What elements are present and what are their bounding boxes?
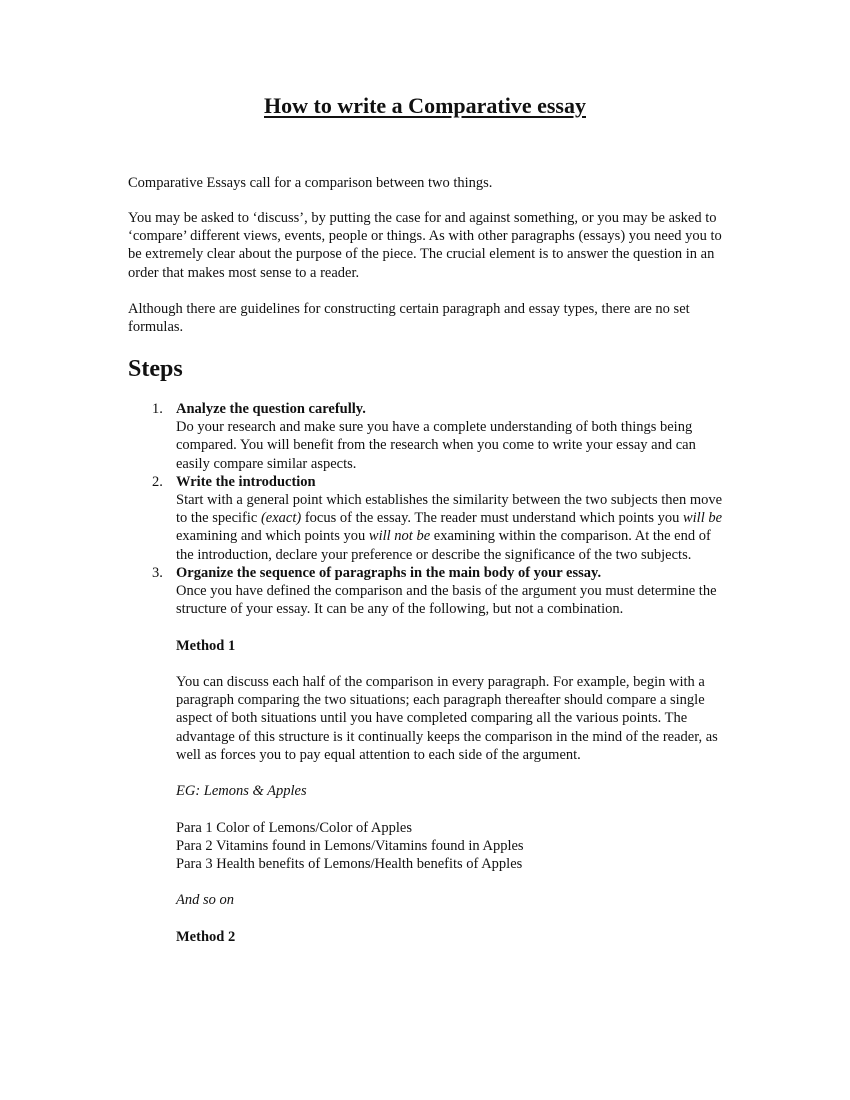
- step-title: Organize the sequence of paragraphs in the main body of your essay.: [176, 564, 602, 581]
- document-title: How to write a Comparative essay: [264, 93, 586, 118]
- step-item: [128, 473, 728, 564]
- step-body-text: focus of the essay. The reader must understand which points you: [301, 510, 683, 527]
- steps-list: [128, 400, 728, 946]
- example-label: EG: Lemons & Apples: [176, 783, 307, 800]
- example-paragraph-line: Para 3 Health benefits of Lemons/Health benefits of Apples: [176, 856, 523, 873]
- step-body: Do your research and make sure you have a complete understanding of both things being compared. You will benefit from the research when you come to write your essay and can easily compare similar aspects.: [176, 419, 696, 472]
- intro-paragraph: Comparative Essays call for a comparison between two things.: [128, 175, 493, 191]
- step-body-emphasis: (exact): [260, 510, 302, 527]
- purpose-paragraph: You may be asked to ‘discuss’, by putting the case for and against something, or you may be asked to ‘compare’ different views, events, people or things. As with other paragraphs (essays) you need you to be extremely clear about the purpose of the piece. The crucial element is to answer the question in an order that makes most sense to a reader.: [128, 210, 722, 281]
- step-number: 2.: [152, 473, 163, 490]
- method-2-heading: Method 2: [176, 928, 236, 945]
- step-body-text: examining and which points you: [176, 528, 369, 545]
- steps-heading: Steps: [128, 356, 183, 382]
- step-body-text: examining within the comparison. At the end of the introduction, declare your preference or describe the significance of the two subjects.: [176, 528, 711, 563]
- method-1-body: You can discuss each half of the comparison in every paragraph. For example, begin with a paragraph comparing the two situations; each paragraph thereafter should compare a single aspect of both situations until you have completed comparing all the various points. The advantage of this structure is it continually keeps the comparison in the mind of the reader, as well as forces you to pay equal attention to each side of the argument.: [176, 674, 718, 763]
- and-so-on-text: And so on: [176, 892, 234, 909]
- example-paragraph-line: Para 2 Vitamins found in Lemons/Vitamins found in Apples: [176, 837, 524, 854]
- step-item: [128, 564, 728, 946]
- example-paragraph-line: Para 1 Color of Lemons/Color of Apples: [176, 819, 413, 836]
- step-number: 1.: [152, 401, 163, 417]
- step-body-text: Start with a general point which establishes the similarity between the two subjects then move to the specific: [176, 492, 723, 527]
- step-body: Once you have defined the comparison and the basis of the argument you must determine the structure of your essay. It can be any of the following, but not a combination.: [176, 583, 717, 618]
- method-1-heading: Method 1: [176, 637, 236, 654]
- step-item: [128, 400, 728, 473]
- step-body-emphasis: will not be: [368, 528, 431, 545]
- step-body-emphasis: will be: [682, 510, 723, 527]
- step-title: Analyze the question carefully.: [176, 401, 366, 417]
- step-body: [176, 491, 728, 564]
- guidelines-paragraph: Although there are guidelines for constructing certain paragraph and essay types, there are no set formulas.: [128, 301, 690, 336]
- step-number: 3.: [152, 564, 163, 581]
- example-paragraph-list: [176, 819, 728, 874]
- step-title: Write the introduction: [176, 473, 316, 490]
